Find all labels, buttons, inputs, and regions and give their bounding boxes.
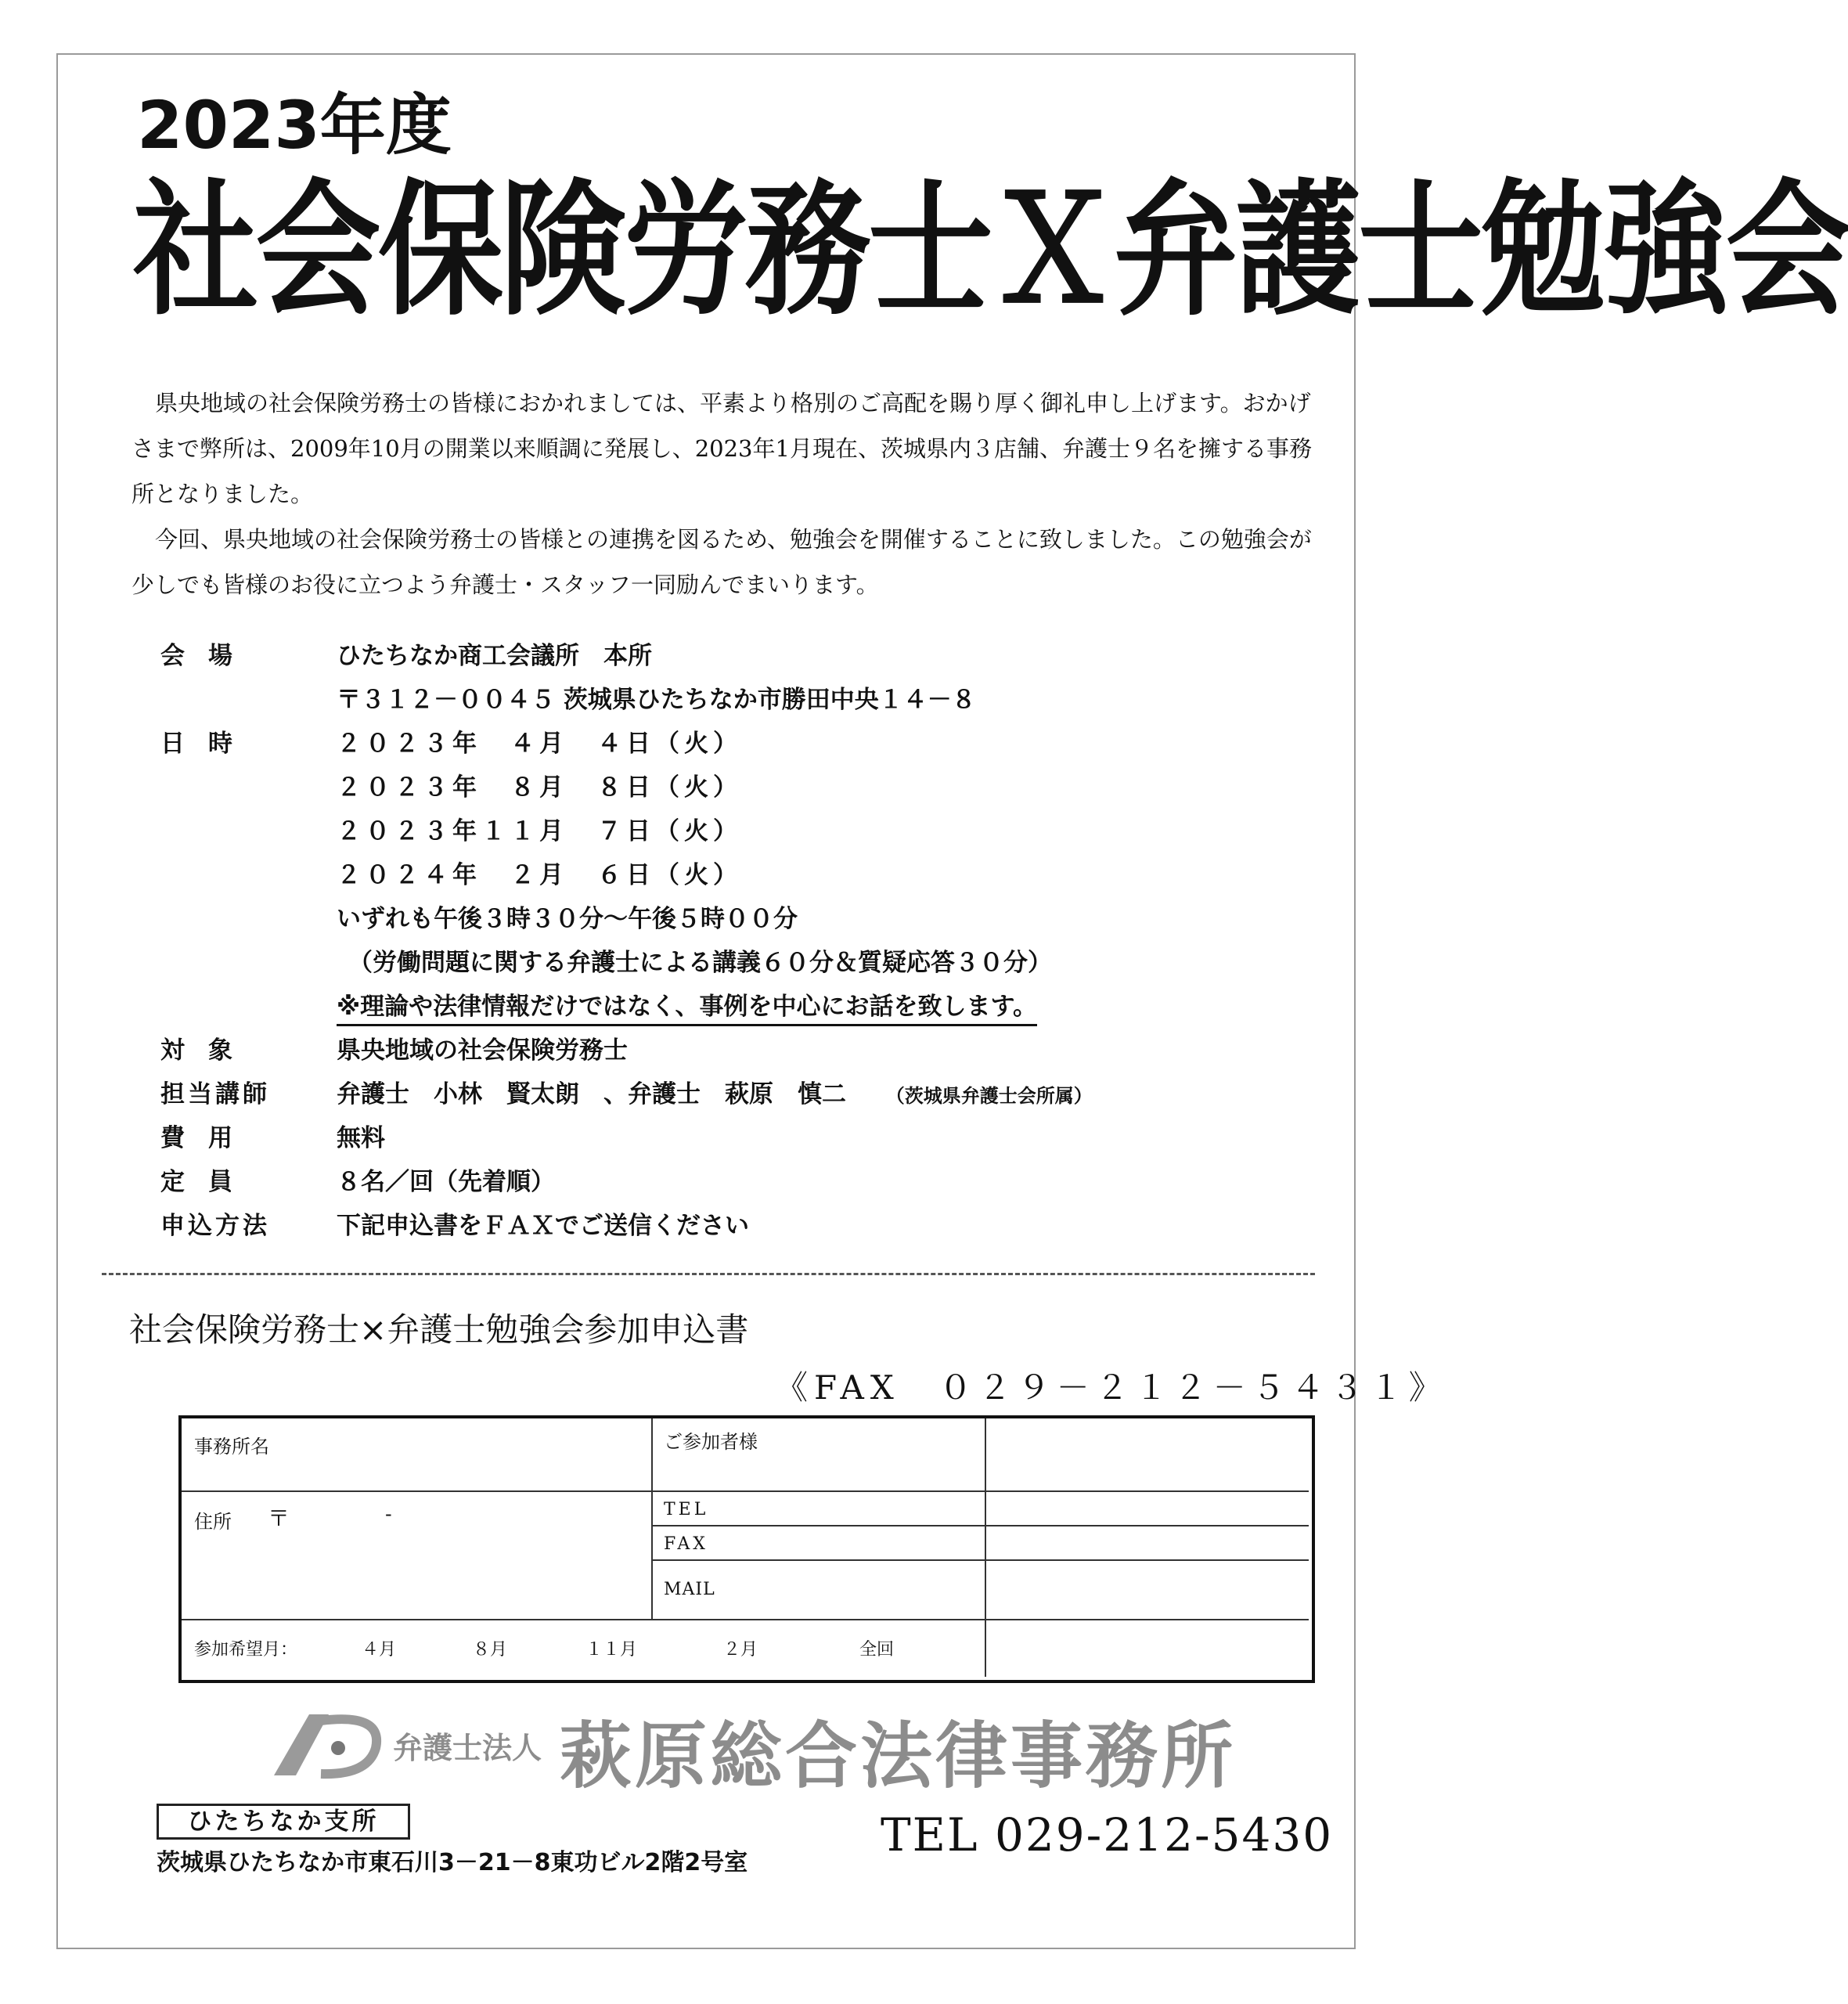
fee-label: 費用 (160, 1124, 256, 1152)
fax-label: FAX (664, 1534, 708, 1554)
mail-label: MAIL (664, 1580, 715, 1599)
month-option-all[interactable]: 全回 (859, 1640, 895, 1660)
date-4: ２０２４年 ２月 ６日（火） (337, 861, 742, 889)
month-option-august[interactable]: ８月 (473, 1640, 508, 1660)
firm-name: 萩原総合法律事務所 (560, 1714, 1237, 1798)
cut-line (102, 1273, 1315, 1275)
branch-tel: TEL 029-212-5430 (881, 1808, 1334, 1862)
application-form-table (178, 1415, 1315, 1683)
branch-name: ひたちなか支所 (157, 1804, 410, 1840)
tel-label: TEL (664, 1500, 709, 1519)
capacity-value: ８名／回（先着順） (337, 1168, 555, 1196)
month-option-april[interactable]: ４月 (362, 1640, 397, 1660)
target-value: 県央地域の社会保険労務士 (337, 1036, 628, 1065)
month-option-november[interactable]: １１月 (585, 1640, 638, 1660)
capacity-label: 定員 (160, 1168, 256, 1196)
venue-name: ひたちなか商工会議所 本所 (337, 642, 652, 670)
fax-number: 《FAX ０２９－２１２－５４３１》 (775, 1368, 1448, 1407)
office-name-label: 事務所名 (194, 1436, 269, 1458)
time-range: いずれも午後３時３０分～午後５時００分 (337, 905, 798, 933)
table-divider (182, 1619, 1309, 1620)
content-note: ※理論や法律情報だけではなく、事例を中心にお話を致します。 (337, 993, 1037, 1026)
mail-field[interactable] (986, 1561, 1307, 1617)
address-field[interactable] (183, 1492, 650, 1617)
postal-mark: 〒 (268, 1505, 290, 1531)
date-3: ２０２３年１１月 ７日（火） (337, 817, 742, 845)
intro-paragraph-2: 今回、県央地域の社会保険労務士の皆様との連携を図るため、勉強会を開催することに致しました。この勉強会が少しでも皆様のお役に立つよう弁護士・スタッフ一同励んでまいります。 (131, 526, 1312, 598)
intro-text (131, 380, 1329, 607)
lecturer-value (337, 1074, 1093, 1109)
lecturer-names: 弁護士 小林 賢太朗 、弁護士 萩原 慎二 (337, 1080, 846, 1108)
form-title: 社会保険労務士×弁護士勉強会参加申込書 (129, 1310, 749, 1349)
month-option-february[interactable]: ２月 (723, 1640, 758, 1660)
fiscal-year: 2023年度 (137, 87, 452, 164)
month-label: 参加希望月： (194, 1640, 298, 1660)
tel-field[interactable] (986, 1492, 1307, 1523)
date-label: 日時 (160, 730, 256, 758)
fee-value: 無料 (337, 1124, 385, 1152)
intro-paragraph-1: 県央地域の社会保険労務士の皆様におかれましては、平素より格別のご高配を賜り厚く御礼申し上げます。おかげさまで弊所は、2009年10月の開業以来順調に発展し、2023年1月現在、茨城県内３店舗、弁護士９名を擁する事務所となりました。 (131, 390, 1312, 507)
lecturer-label: 担当講師 (160, 1080, 270, 1108)
lecturer-affiliation: （茨城県弁護士会所属） (885, 1085, 1093, 1107)
page-title: 社会保険労務士Ｘ弁護士勉強会 (133, 165, 1848, 335)
venue-address: 〒３１２－００４５ 茨城県ひたちなか市勝田中央１４－８ (337, 686, 976, 714)
participant-label: ご参加者様 (664, 1431, 758, 1453)
venue-label: 会場 (160, 642, 256, 670)
firm-logo-icon (266, 1705, 391, 1777)
note-wrapper (337, 986, 1037, 1022)
table-divider (651, 1418, 653, 1619)
date-1: ２０２３年 ４月 ４日（火） (337, 730, 742, 758)
branch-address: 茨城県ひたちなか市東石川3－21－8東功ビル2階2号室 (157, 1849, 748, 1876)
apply-label: 申込方法 (160, 1212, 270, 1240)
postal-dash: - (385, 1503, 392, 1525)
content-description: （労働問題に関する弁護士による講義６０分＆質疑応答３０分） (348, 949, 1052, 977)
participant-field[interactable] (986, 1420, 1307, 1489)
target-label: 対象 (160, 1036, 256, 1065)
fax-field[interactable] (986, 1526, 1307, 1558)
date-2: ２０２３年 ８月 ８日（火） (337, 773, 742, 802)
firm-type: 弁護士法人 (393, 1731, 542, 1765)
address-label: 住所 (194, 1511, 232, 1533)
apply-value: 下記申込書をＦＡＸでご送信ください (337, 1212, 749, 1240)
